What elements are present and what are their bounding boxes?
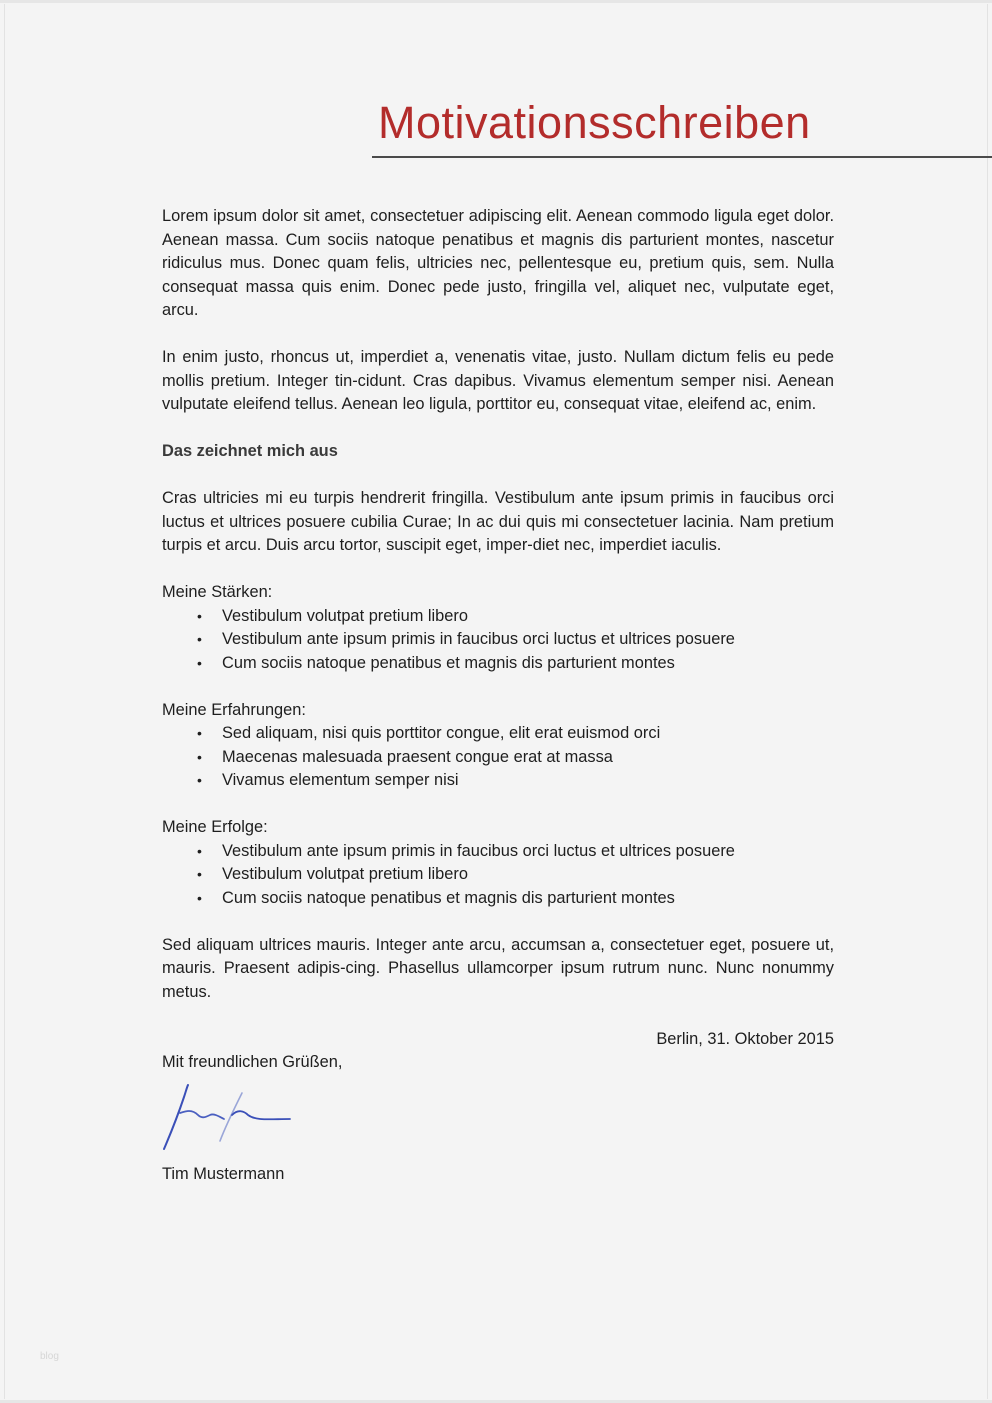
salutation: Mit freundlichen Grüßen, [162, 1053, 343, 1071]
signature-stroke-1 [164, 1085, 188, 1149]
list-item-text: Vestibulum ante ipsum primis in faucibus orci luctus et ultrices posuere [222, 841, 735, 860]
bullet-icon: • [197, 889, 202, 906]
list-item-text: Vivamus elementum semper nisi [222, 771, 459, 789]
signature-stroke-3 [220, 1093, 242, 1141]
experience-label: Meine Erfahrungen: [162, 700, 306, 719]
bullet-icon: • [197, 631, 202, 647]
signature-icon [160, 1075, 300, 1155]
list-item [162, 605, 834, 629]
document-title: Motivationsschreiben [378, 97, 811, 148]
signature-stroke-2 [180, 1111, 224, 1119]
list-item-text: Cum sociis natoque penatibus et magnis dis parturient montes [222, 888, 675, 907]
list-item-text: Vestibulum volutpat pretium libero [222, 865, 468, 883]
experience-list [162, 722, 834, 793]
list-item [162, 887, 834, 911]
list-item-text: Sed aliquam, nisi quis porttitor congue, elit erat euismod orci [222, 724, 661, 742]
list-item [162, 746, 834, 770]
list-item [162, 769, 834, 793]
list-item [162, 628, 834, 652]
intro-paragraph-2: In enim justo, rhoncus ut, imperdiet a, venenatis vitae, justo. Nullam dictum felis eu pede mollis pretium. Integer tin-cidunt. Cras dapibus. Vivamus elementum semper nisi. Aenean vulputate eleifend tellus. Aenean leo ligula, porttitor eu, consequat vitae, eleifend ac, enim. [162, 348, 834, 413]
title-underline-rule [372, 156, 992, 158]
bullet-icon: • [197, 748, 202, 765]
list-item-text: Vestibulum volutpat pretium libero [222, 606, 468, 625]
watermark: blog [40, 1351, 59, 1362]
bullet-icon: • [197, 607, 202, 624]
list-item-text: Maecenas malesuada praesent congue erat at massa [222, 747, 613, 766]
list-item-text: Vestibulum ante ipsum primis in faucibus orci luctus et ultrices posuere [222, 630, 735, 648]
list-item [162, 652, 834, 676]
page-border-right [987, 4, 988, 1399]
closing-paragraph: Sed aliquam ultrices mauris. Integer ante arcu, accumsan a, consectetuer eget, posuere ut, mauris. Praesent adipis-cing. Phasellus ullamcorper ipsum rutrum nunc. Nunc nonummy metus. [162, 935, 834, 1001]
section-heading: Das zeichnet mich aus [162, 442, 338, 460]
signer-name: Tim Mustermann [162, 1164, 285, 1183]
list-item [162, 863, 834, 887]
achievements-list [162, 840, 834, 911]
bullet-icon: • [197, 866, 202, 882]
bullet-icon: • [197, 842, 202, 859]
bullet-icon: • [197, 654, 202, 671]
bullet-icon: • [197, 725, 202, 741]
strengths-list [162, 605, 834, 676]
list-item-text: Cum sociis natoque penatibus et magnis dis parturient montes [222, 653, 675, 672]
letter-body [162, 205, 834, 1186]
list-item [162, 722, 834, 746]
list-item [162, 840, 834, 864]
intro-paragraph-1: Lorem ipsum dolor sit amet, consectetuer adipiscing elit. Aenean commodo ligula eget dolor. Aenean massa. Cum sociis natoque penatibus et magnis dis parturient montes, nascetur ridiculus mus. Donec quam felis, ultricies nec, pellentesque eu, pretium quis, sem. Nulla consequat massa quis enim. Donec pede justo, fringilla vel, aliquet nec, vulputate eget, arcu. [162, 207, 834, 319]
section-paragraph: Cras ultricies mi eu turpis hendrerit fringilla. Vestibulum ante ipsum primis in faucibus orci luctus et ultrices posuere cubilia Curae; In ac dui quis mi consectetuer lacinia. Nam pretium turpis et arcu. Duis arcu tortor, suscipit eget, imper-diet nec, imperdiet iaculis. [162, 489, 834, 554]
achievements-label: Meine Erfolge: [162, 818, 268, 836]
bullet-icon: • [197, 772, 202, 788]
signature-stroke-4 [232, 1111, 290, 1119]
place-date: Berlin, 31. Oktober 2015 [656, 1029, 834, 1048]
strengths-label: Meine Stärken: [162, 583, 273, 601]
page-border-left [4, 4, 5, 1399]
page-border-top [0, 0, 992, 3]
